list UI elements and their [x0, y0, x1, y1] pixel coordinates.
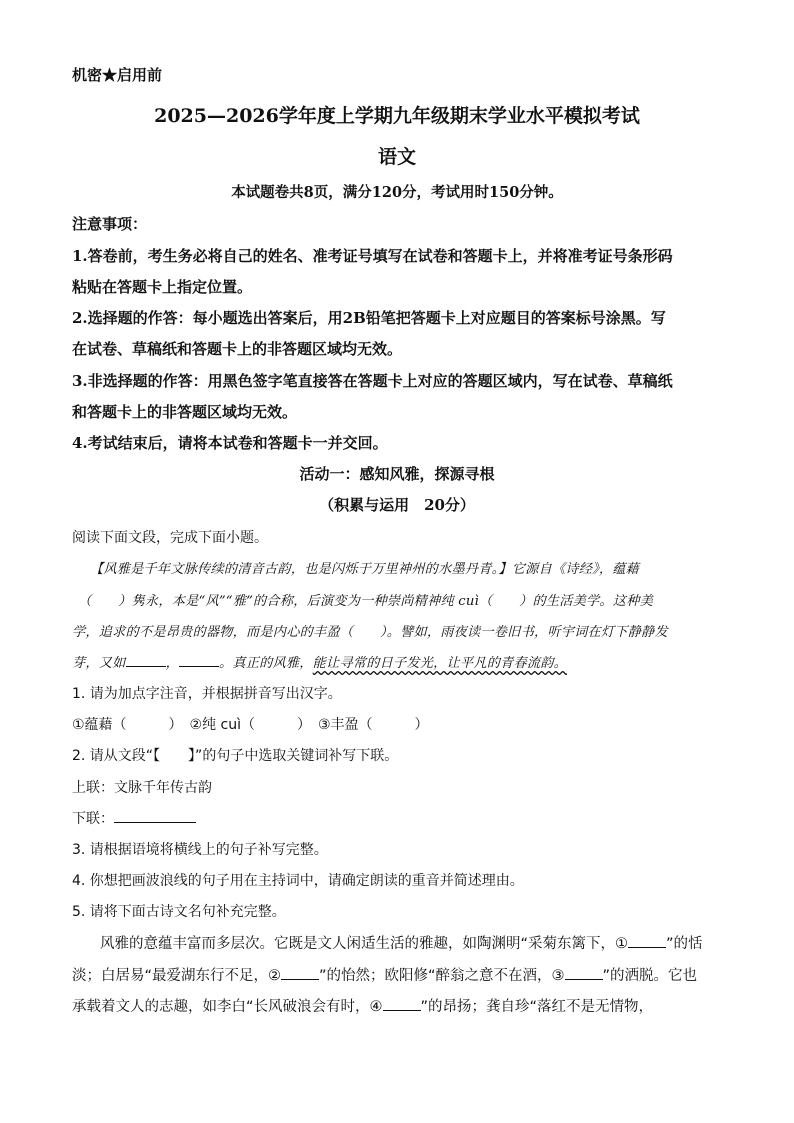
poem-line-2-mid: ”的怡然；欧阳修“醉翁之意不在酒，③	[319, 968, 565, 984]
activity-subtitle: （积累与运用 20分）	[319, 496, 475, 514]
passage-line-2: （ ）隽永，本是“风”“雅”的合称，后演变为一种崇尚精神纯 cuì（ ）的生活美学。这种美	[78, 594, 653, 609]
poem-line-3-start: 承载着文人的志趣，如李白“长风破浪会有时，④	[72, 999, 383, 1015]
question-1-items: ①蕴藉（ ） ②纯 cuì（ ） ③丰盈（ ）	[72, 717, 429, 733]
poem-blank-2[interactable]	[281, 967, 319, 980]
poem-line-1	[100, 932, 730, 953]
confidential-label: 机密★启用前	[72, 66, 163, 84]
poem-line-3	[72, 995, 722, 1016]
wavy-underlined-sentence: 能让寻常的日子发光，让平凡的青春流韵。	[312, 656, 568, 671]
poem-line-2-start: 淡；白居易“最爱湖东行不足，②	[72, 968, 282, 984]
poem-line-1-end: ”的恬	[666, 936, 703, 952]
passage-comma: ，	[165, 656, 179, 671]
activity-title: 活动一：感知风雅，探源寻根	[299, 465, 495, 483]
question-5: 5. 请将下面古诗文名句补充完整。	[72, 904, 286, 920]
passage-line-3: 学，追求的不是昂贵的器物，而是内心的丰盈（ ）。譬如，雨夜读一卷旧书，听宇词在灯下静静发	[72, 625, 668, 640]
notice-item-2-line-2: 在试卷、草稿纸和答题卡上的非答题区域均无效。	[72, 340, 403, 358]
poem-line-2	[72, 964, 722, 985]
poem-blank-1[interactable]	[628, 935, 666, 948]
exam-info: 本试题卷共8页，满分120分，考试用时150分钟。	[231, 184, 563, 201]
question-1: 1. 请为加点字注音，并根据拼音写出汉字。	[72, 686, 342, 702]
lower-couplet-blank[interactable]	[114, 810, 196, 823]
question-3: 3. 请根据语境将横线上的句子补写完整。	[72, 842, 328, 858]
fill-blank-2[interactable]	[179, 654, 219, 667]
notice-item-4-line-1: 4.考试结束后，请将本试卷和答题卡一并交回。	[72, 434, 388, 452]
poem-line-1-start: 风雅的意蕴丰富而多层次。它既是文人闲适生活的雅趣，如陶渊明“采菊东篱下，①	[100, 936, 629, 952]
poem-blank-3[interactable]	[565, 967, 603, 980]
notice-item-2-line-1: 2.选择题的作答：每小题选出答案后，用2B铅笔把答题卡上对应题目的答案标号涂黑。写	[72, 309, 666, 327]
notice-item-1-line-1: 1.答卷前，考生务必将自己的姓名、准考证号填写在试卷和答题卡上，并将准考证号条形码	[72, 247, 673, 265]
notice-item-3-line-2: 和答题卡上的非答题区域均无效。	[72, 403, 298, 421]
poem-line-2-end: ”的洒脱。它也	[602, 968, 698, 984]
passage-line-4-start: 芽，又如	[72, 656, 126, 671]
passage-line-1: 【风雅是千年文脉传续的清音古韵，也是闪烁于万里神州的水墨丹青。】它源自《诗经》，蕴藉	[90, 562, 640, 577]
notice-item-1-line-2: 粘贴在答题卡上指定位置。	[72, 278, 253, 296]
question-2: 2. 请从文段“【 】”的句子中选取关键词补写下联。	[72, 748, 399, 764]
subject-title: 语文	[377, 146, 416, 168]
upper-couplet: 上联：文脉千年传古韵	[72, 780, 212, 796]
lower-couplet	[72, 808, 722, 828]
reading-instruction: 阅读下面文段，完成下面小题。	[72, 530, 268, 546]
notice-heading: 注意事项：	[72, 215, 148, 233]
question-4: 4. 你想把画波浪线的句子用在主持词中，请确定朗读的重音并简述理由。	[72, 873, 524, 889]
exam-title: 2025—2026学年度上学期九年级期末学业水平模拟考试	[154, 105, 640, 127]
lower-couplet-label: 下联：	[72, 811, 114, 827]
poem-line-3-end: ”的昂扬；龚自珍“落红不是无情物，	[420, 999, 654, 1015]
fill-blank-1[interactable]	[126, 654, 166, 667]
passage-line-4	[72, 652, 722, 671]
notice-item-3-line-1: 3.非选择题的作答：用黑色签字笔直接答在答题卡上对应的答题区域内，写在试卷、草稿纸	[72, 372, 673, 390]
poem-blank-4[interactable]	[383, 998, 421, 1011]
passage-line-4-mid: 。真正的风雅，	[218, 656, 313, 671]
